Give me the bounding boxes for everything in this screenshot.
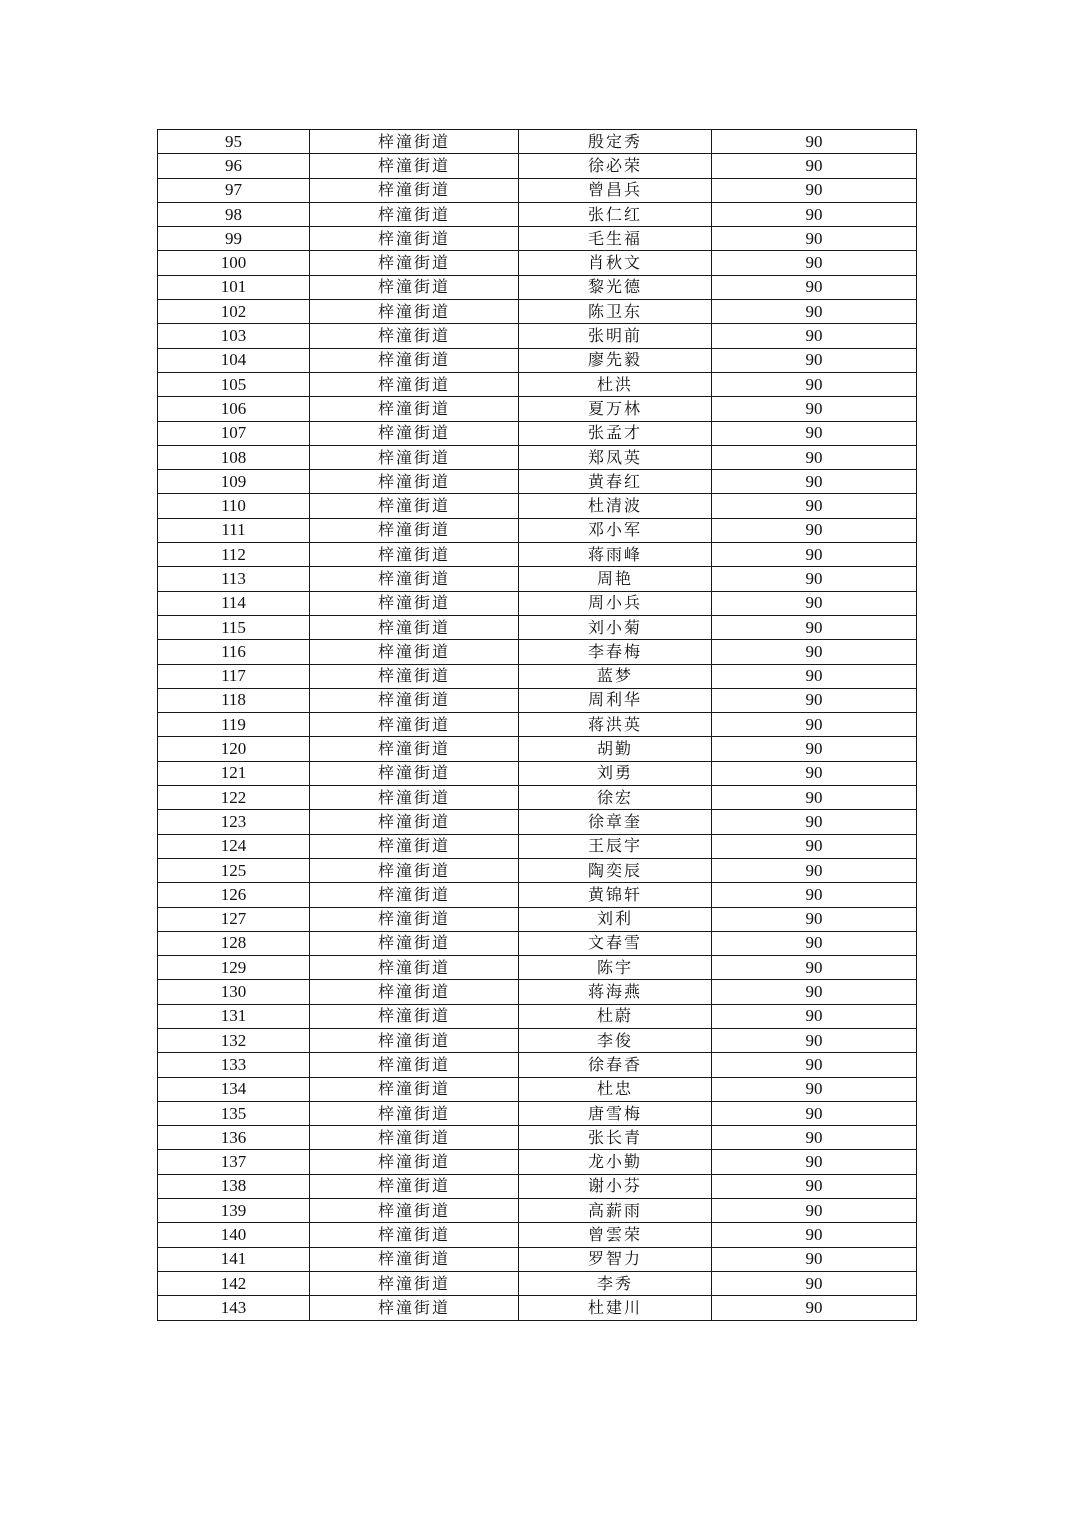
score-cell: 90 — [712, 858, 917, 882]
street-cell: 梓潼街道 — [310, 810, 519, 834]
table-row — [158, 397, 917, 421]
row-number-cell: 99 — [158, 227, 310, 251]
score-cell: 90 — [712, 494, 917, 518]
score-cell: 90 — [712, 397, 917, 421]
score-cell: 90 — [712, 1101, 917, 1125]
row-number-cell: 110 — [158, 494, 310, 518]
name-cell: 徐章奎 — [519, 810, 712, 834]
name-cell: 杜清波 — [519, 494, 712, 518]
score-cell: 90 — [712, 713, 917, 737]
score-cell: 90 — [712, 883, 917, 907]
name-cell: 杜建川 — [519, 1296, 712, 1320]
score-cell: 90 — [712, 688, 917, 712]
street-cell: 梓潼街道 — [310, 154, 519, 178]
name-cell: 陶奕辰 — [519, 858, 712, 882]
row-number-cell: 127 — [158, 907, 310, 931]
street-cell: 梓潼街道 — [310, 348, 519, 372]
street-cell: 梓潼街道 — [310, 1223, 519, 1247]
row-number-cell: 128 — [158, 931, 310, 955]
row-number-cell: 113 — [158, 567, 310, 591]
name-cell: 张仁红 — [519, 202, 712, 226]
name-cell: 蒋海燕 — [519, 980, 712, 1004]
score-cell: 90 — [712, 931, 917, 955]
row-number-cell: 112 — [158, 543, 310, 567]
name-cell: 李春梅 — [519, 640, 712, 664]
street-cell: 梓潼街道 — [310, 1150, 519, 1174]
row-number-cell: 116 — [158, 640, 310, 664]
row-number-cell: 126 — [158, 883, 310, 907]
name-cell: 文春雪 — [519, 931, 712, 955]
street-cell: 梓潼街道 — [310, 834, 519, 858]
street-cell: 梓潼街道 — [310, 372, 519, 396]
row-number-cell: 98 — [158, 202, 310, 226]
name-cell: 张明前 — [519, 324, 712, 348]
name-cell: 刘勇 — [519, 761, 712, 785]
score-cell: 90 — [712, 1053, 917, 1077]
row-number-cell: 130 — [158, 980, 310, 1004]
name-cell: 杜洪 — [519, 372, 712, 396]
street-cell: 梓潼街道 — [310, 737, 519, 761]
street-cell: 梓潼街道 — [310, 518, 519, 542]
name-cell: 胡勤 — [519, 737, 712, 761]
table-row — [158, 1004, 917, 1028]
table-row — [158, 251, 917, 275]
name-cell: 张长青 — [519, 1126, 712, 1150]
score-cell: 90 — [712, 640, 917, 664]
name-cell: 蒋洪英 — [519, 713, 712, 737]
score-cell: 90 — [712, 470, 917, 494]
score-cell: 90 — [712, 518, 917, 542]
row-number-cell: 95 — [158, 130, 310, 154]
name-cell: 黄春红 — [519, 470, 712, 494]
table-row — [158, 1101, 917, 1125]
table-row — [158, 543, 917, 567]
row-number-cell: 103 — [158, 324, 310, 348]
street-cell: 梓潼街道 — [310, 130, 519, 154]
street-cell: 梓潼街道 — [310, 300, 519, 324]
name-cell: 杜忠 — [519, 1077, 712, 1101]
table-row — [158, 1223, 917, 1247]
row-number-cell: 140 — [158, 1223, 310, 1247]
score-cell: 90 — [712, 543, 917, 567]
name-cell: 毛生福 — [519, 227, 712, 251]
score-cell: 90 — [712, 980, 917, 1004]
street-cell: 梓潼街道 — [310, 1271, 519, 1295]
street-cell: 梓潼街道 — [310, 324, 519, 348]
table-row — [158, 907, 917, 931]
street-cell: 梓潼街道 — [310, 494, 519, 518]
row-number-cell: 111 — [158, 518, 310, 542]
name-cell: 罗智力 — [519, 1247, 712, 1271]
table-row — [158, 713, 917, 737]
score-cell: 90 — [712, 786, 917, 810]
table-row — [158, 931, 917, 955]
table-row — [158, 1126, 917, 1150]
score-cell: 90 — [712, 591, 917, 615]
score-cell: 90 — [712, 154, 917, 178]
row-number-cell: 141 — [158, 1247, 310, 1271]
table-row — [158, 810, 917, 834]
row-number-cell: 114 — [158, 591, 310, 615]
name-cell: 殷定秀 — [519, 130, 712, 154]
table-row — [158, 1271, 917, 1295]
score-cell: 90 — [712, 1126, 917, 1150]
table-row — [158, 883, 917, 907]
score-cell: 90 — [712, 1174, 917, 1198]
name-cell: 夏万林 — [519, 397, 712, 421]
score-cell: 90 — [712, 178, 917, 202]
row-number-cell: 104 — [158, 348, 310, 372]
table-row — [158, 688, 917, 712]
row-number-cell: 125 — [158, 858, 310, 882]
data-table — [157, 129, 917, 1321]
row-number-cell: 142 — [158, 1271, 310, 1295]
row-number-cell: 132 — [158, 1028, 310, 1052]
street-cell: 梓潼街道 — [310, 980, 519, 1004]
row-number-cell: 107 — [158, 421, 310, 445]
table-row — [158, 202, 917, 226]
score-cell: 90 — [712, 810, 917, 834]
street-cell: 梓潼街道 — [310, 640, 519, 664]
name-cell: 曾昌兵 — [519, 178, 712, 202]
score-cell: 90 — [712, 275, 917, 299]
table-row — [158, 445, 917, 469]
name-cell: 郑凤英 — [519, 445, 712, 469]
street-cell: 梓潼街道 — [310, 1028, 519, 1052]
score-cell: 90 — [712, 445, 917, 469]
table-row — [158, 1174, 917, 1198]
name-cell: 周利华 — [519, 688, 712, 712]
street-cell: 梓潼街道 — [310, 251, 519, 275]
name-cell: 龙小勤 — [519, 1150, 712, 1174]
row-number-cell: 105 — [158, 372, 310, 396]
table-row — [158, 130, 917, 154]
name-cell: 徐宏 — [519, 786, 712, 810]
table-row — [158, 275, 917, 299]
name-cell: 黄锦轩 — [519, 883, 712, 907]
street-cell: 梓潼街道 — [310, 543, 519, 567]
name-cell: 张孟才 — [519, 421, 712, 445]
table-row — [158, 1296, 917, 1320]
row-number-cell: 124 — [158, 834, 310, 858]
name-cell: 李秀 — [519, 1271, 712, 1295]
name-cell: 杜蔚 — [519, 1004, 712, 1028]
street-cell: 梓潼街道 — [310, 397, 519, 421]
table-row — [158, 1077, 917, 1101]
row-number-cell: 106 — [158, 397, 310, 421]
name-cell: 陈宇 — [519, 956, 712, 980]
row-number-cell: 122 — [158, 786, 310, 810]
score-cell: 90 — [712, 324, 917, 348]
table-row — [158, 737, 917, 761]
score-cell: 90 — [712, 130, 917, 154]
row-number-cell: 115 — [158, 615, 310, 639]
row-number-cell: 101 — [158, 275, 310, 299]
street-cell: 梓潼街道 — [310, 567, 519, 591]
street-cell: 梓潼街道 — [310, 688, 519, 712]
table-row — [158, 518, 917, 542]
street-cell: 梓潼街道 — [310, 1101, 519, 1125]
score-cell: 90 — [712, 372, 917, 396]
row-number-cell: 97 — [158, 178, 310, 202]
name-cell: 周艳 — [519, 567, 712, 591]
score-cell: 90 — [712, 1199, 917, 1223]
row-number-cell: 143 — [158, 1296, 310, 1320]
table-row — [158, 324, 917, 348]
table-row — [158, 494, 917, 518]
score-cell: 90 — [712, 664, 917, 688]
table-row — [158, 1199, 917, 1223]
table-row — [158, 834, 917, 858]
street-cell: 梓潼街道 — [310, 227, 519, 251]
street-cell: 梓潼街道 — [310, 1126, 519, 1150]
street-cell: 梓潼街道 — [310, 883, 519, 907]
score-cell: 90 — [712, 227, 917, 251]
name-cell: 陈卫东 — [519, 300, 712, 324]
score-cell: 90 — [712, 1247, 917, 1271]
name-cell: 蓝梦 — [519, 664, 712, 688]
name-cell: 徐春香 — [519, 1053, 712, 1077]
table-row — [158, 154, 917, 178]
table-row — [158, 956, 917, 980]
row-number-cell: 109 — [158, 470, 310, 494]
name-cell: 谢小芬 — [519, 1174, 712, 1198]
table-row — [158, 1028, 917, 1052]
score-cell: 90 — [712, 1028, 917, 1052]
street-cell: 梓潼街道 — [310, 591, 519, 615]
row-number-cell: 100 — [158, 251, 310, 275]
table-row — [158, 1053, 917, 1077]
score-cell: 90 — [712, 737, 917, 761]
street-cell: 梓潼街道 — [310, 1296, 519, 1320]
street-cell: 梓潼街道 — [310, 786, 519, 810]
score-cell: 90 — [712, 1296, 917, 1320]
table-row — [158, 615, 917, 639]
street-cell: 梓潼街道 — [310, 1199, 519, 1223]
row-number-cell: 133 — [158, 1053, 310, 1077]
street-cell: 梓潼街道 — [310, 761, 519, 785]
name-cell: 刘利 — [519, 907, 712, 931]
table-row — [158, 761, 917, 785]
name-cell: 蒋雨峰 — [519, 543, 712, 567]
table-row — [158, 980, 917, 1004]
street-cell: 梓潼街道 — [310, 1247, 519, 1271]
street-cell: 梓潼街道 — [310, 956, 519, 980]
table-row — [158, 858, 917, 882]
score-cell: 90 — [712, 1150, 917, 1174]
name-cell: 高薪雨 — [519, 1199, 712, 1223]
street-cell: 梓潼街道 — [310, 421, 519, 445]
street-cell: 梓潼街道 — [310, 275, 519, 299]
row-number-cell: 108 — [158, 445, 310, 469]
table-row — [158, 591, 917, 615]
name-cell: 唐雪梅 — [519, 1101, 712, 1125]
street-cell: 梓潼街道 — [310, 858, 519, 882]
table-row — [158, 300, 917, 324]
street-cell: 梓潼街道 — [310, 664, 519, 688]
row-number-cell: 96 — [158, 154, 310, 178]
table-row — [158, 470, 917, 494]
score-cell: 90 — [712, 1271, 917, 1295]
name-cell: 周小兵 — [519, 591, 712, 615]
score-cell: 90 — [712, 834, 917, 858]
score-cell: 90 — [712, 907, 917, 931]
table-row — [158, 786, 917, 810]
row-number-cell: 121 — [158, 761, 310, 785]
name-cell: 王辰宇 — [519, 834, 712, 858]
table-row — [158, 348, 917, 372]
score-cell: 90 — [712, 421, 917, 445]
score-cell: 90 — [712, 1004, 917, 1028]
score-cell: 90 — [712, 348, 917, 372]
table-row — [158, 372, 917, 396]
row-number-cell: 135 — [158, 1101, 310, 1125]
table-row — [158, 227, 917, 251]
row-number-cell: 139 — [158, 1199, 310, 1223]
name-cell: 曾雲荣 — [519, 1223, 712, 1247]
row-number-cell: 119 — [158, 713, 310, 737]
row-number-cell: 136 — [158, 1126, 310, 1150]
street-cell: 梓潼街道 — [310, 713, 519, 737]
row-number-cell: 118 — [158, 688, 310, 712]
table-row — [158, 1150, 917, 1174]
score-cell: 90 — [712, 567, 917, 591]
street-cell: 梓潼街道 — [310, 470, 519, 494]
table-row — [158, 178, 917, 202]
street-cell: 梓潼街道 — [310, 907, 519, 931]
name-cell: 刘小菊 — [519, 615, 712, 639]
row-number-cell: 102 — [158, 300, 310, 324]
row-number-cell: 117 — [158, 664, 310, 688]
score-cell: 90 — [712, 956, 917, 980]
table-row — [158, 664, 917, 688]
street-cell: 梓潼街道 — [310, 1174, 519, 1198]
street-cell: 梓潼街道 — [310, 931, 519, 955]
score-cell: 90 — [712, 1223, 917, 1247]
street-cell: 梓潼街道 — [310, 1077, 519, 1101]
row-number-cell: 131 — [158, 1004, 310, 1028]
table-body — [158, 130, 917, 1321]
row-number-cell: 138 — [158, 1174, 310, 1198]
row-number-cell: 134 — [158, 1077, 310, 1101]
row-number-cell: 129 — [158, 956, 310, 980]
name-cell: 黎光德 — [519, 275, 712, 299]
table-row — [158, 567, 917, 591]
score-cell: 90 — [712, 761, 917, 785]
name-cell: 廖先毅 — [519, 348, 712, 372]
row-number-cell: 137 — [158, 1150, 310, 1174]
score-cell: 90 — [712, 251, 917, 275]
score-cell: 90 — [712, 1077, 917, 1101]
table-row — [158, 640, 917, 664]
street-cell: 梓潼街道 — [310, 202, 519, 226]
name-cell: 邓小军 — [519, 518, 712, 542]
street-cell: 梓潼街道 — [310, 615, 519, 639]
name-cell: 李俊 — [519, 1028, 712, 1052]
score-cell: 90 — [712, 300, 917, 324]
table-row — [158, 1247, 917, 1271]
street-cell: 梓潼街道 — [310, 1004, 519, 1028]
street-cell: 梓潼街道 — [310, 445, 519, 469]
street-cell: 梓潼街道 — [310, 178, 519, 202]
street-cell: 梓潼街道 — [310, 1053, 519, 1077]
name-cell: 肖秋文 — [519, 251, 712, 275]
row-number-cell: 123 — [158, 810, 310, 834]
score-cell: 90 — [712, 202, 917, 226]
table-row — [158, 421, 917, 445]
row-number-cell: 120 — [158, 737, 310, 761]
score-cell: 90 — [712, 615, 917, 639]
name-cell: 徐必荣 — [519, 154, 712, 178]
